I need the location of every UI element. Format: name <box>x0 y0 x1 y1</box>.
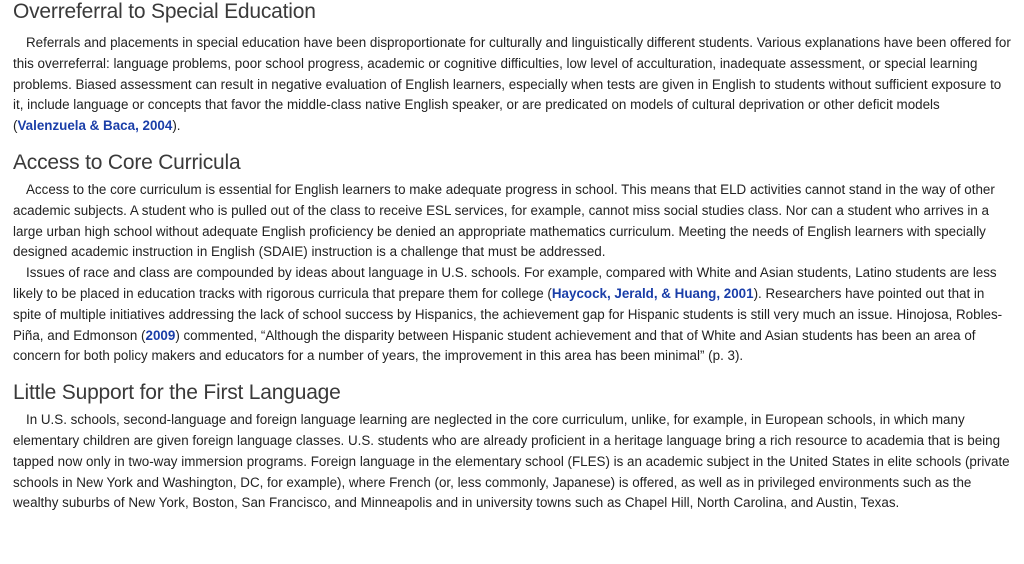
citation-link-haycock[interactable]: Haycock, Jerald, & Huang, 2001 <box>551 285 754 301</box>
paragraph-text: Referrals and placements in special education have been disproportionate for culturally and linguistically different students. Various explanations have been offered for this overreferral: language problems, poor school progress, academic or cognitive difficulties, low level of acculturation, inadequate assessment, or special learning problems. Biased assessment can result in negative evaluation of English learners, especially when tests are given in English to students without sufficient exposure to it, include language or concepts that favor the middle-class native English speaker, or are predicated on models of cultural deprivation or other deficit models ( <box>13 35 1011 134</box>
section-heading-first-language: Little Support for the First Language <box>13 381 341 405</box>
paragraph-first-language: In U.S. schools, second-language and foreign language learning are neglected in the core curriculum, unlike, for example, in European schools, in which many elementary children are given foreign language classes. U.S. students who are already proficient in a heritage language bring a rich resource to academia that is being tapped now only in two-way immersion programs. Foreign language in the elementary school (FLES) is an academic subject in the United States in elite schools (private schools in New York and Washington, DC, for example), where French (or, less commonly, Japanese) is offered, as well as in privileged environments such as the wealthy suburbs of New York, Boston, San Francisco, and Minneapolis and in university towns such as Chapel Hill, North Carolina, and Austin, Texas. <box>13 412 1010 511</box>
paragraph-text: ) commented, “Although the disparity between Hispanic student achievement and that of White and Asian students has been an area of concern for both policy makers and educators for a number of years, the improvement in this area has been minimal” (p. 3). <box>13 327 976 364</box>
paragraph-core-curriculum: Access to the core curriculum is essential for English learners to make adequate progress in school. This means that ELD activities cannot stand in the way of other academic subjects. A student who is pulled out of the class to receive ESL services, for example, cannot miss social studies class. Nor can a student who arrives in a large urban high school without adequate English proficiency be denied an appropriate mathematics curriculum. Meeting the needs of English learners with specially designed academic instruction in English (SDAIE) instruction is a challenge that must be addressed. <box>13 181 995 260</box>
section-heading-overreferral: Overreferral to Special Education <box>13 0 316 23</box>
paragraph-race-class <box>13 263 1012 367</box>
citation-link-2009[interactable]: 2009 <box>145 327 176 343</box>
section-heading-core-curricula: Access to Core Curricula <box>13 150 241 174</box>
paragraph-text: ). <box>172 118 181 134</box>
citation-link-valenzuela-baca[interactable]: Valenzuela & Baca, 2004 <box>17 118 173 134</box>
paragraph-text: ). Researchers have pointed out that in spite of multiple initiatives addressing the lack of school success by Hispanics, the achievement gap for Hispanic students is still very much an issue. Hinojosa, Robles-Piña, and Edmonson ( <box>13 285 1003 343</box>
paragraph-text: Issues of race and class are compounded by ideas about language in U.S. schools. For example, compared with White and Asian students, Latino students are less likely to be placed in education tracks with rigorous curricula that prepare them for college ( <box>13 265 997 301</box>
paragraph-overreferral <box>13 33 1012 137</box>
